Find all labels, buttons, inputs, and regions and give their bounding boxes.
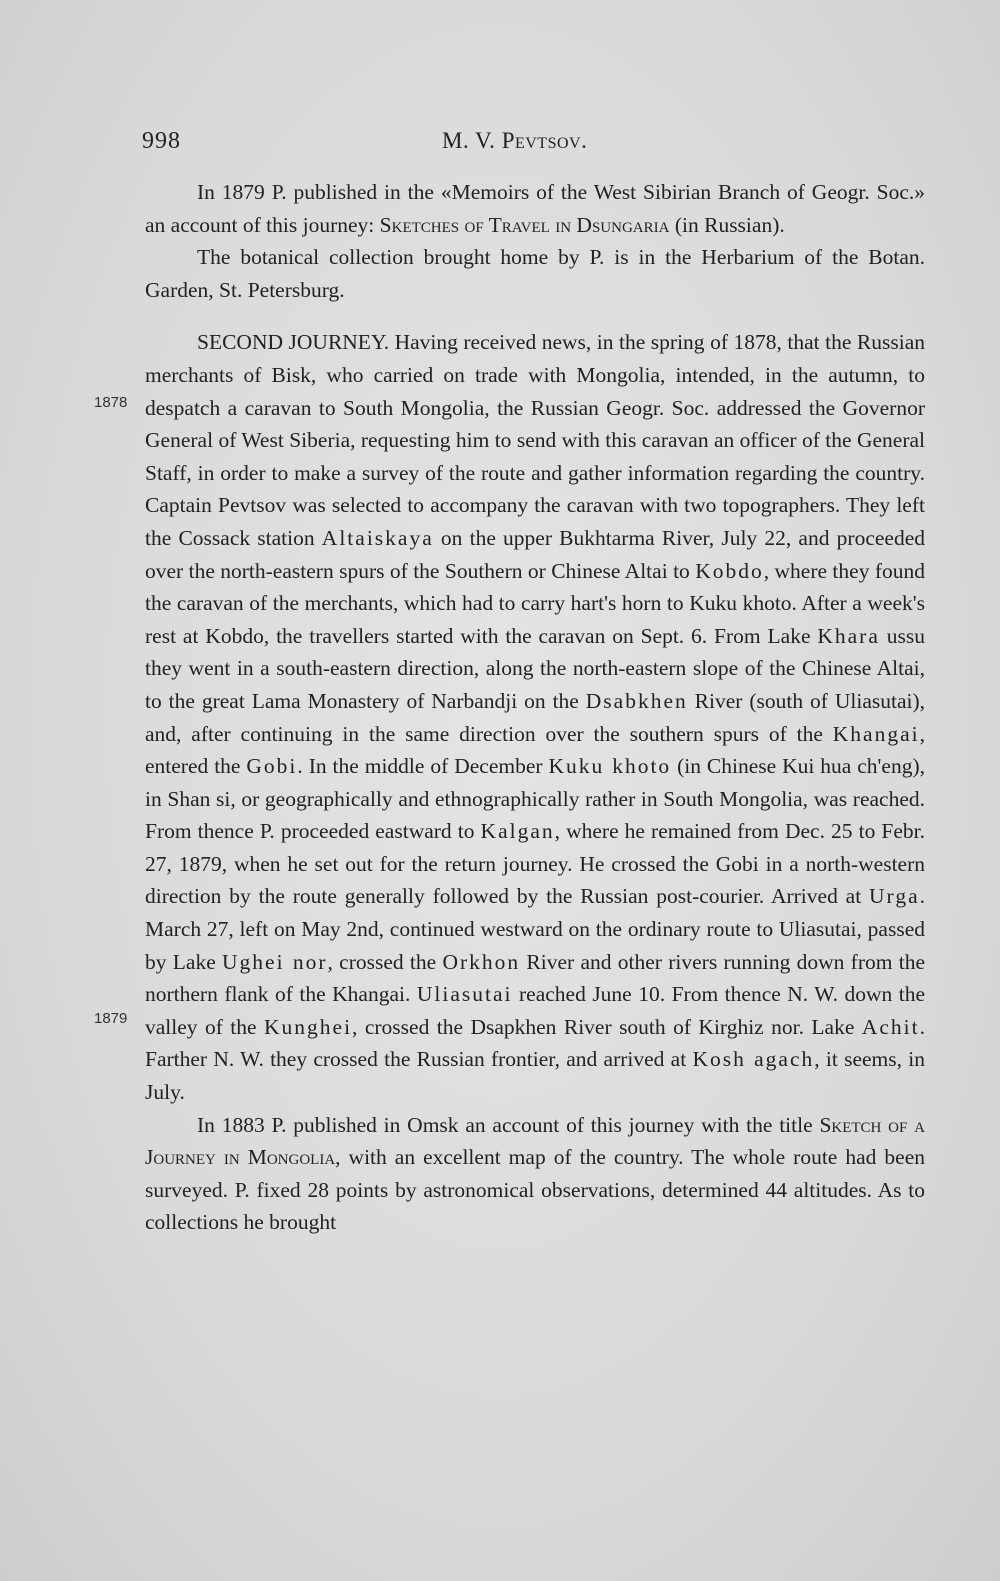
place-name: Gobi — [246, 754, 298, 779]
place-name: Kobdo — [695, 558, 764, 583]
paragraph-gap — [145, 306, 925, 326]
place-name: Kuku khoto — [548, 754, 672, 779]
place-name: Uliasutai — [416, 982, 513, 1007]
margin-year-1879: 1879 — [94, 1010, 128, 1027]
page-number: 998 — [142, 128, 181, 154]
book-title: Sketch of a Journey in Mongolia — [145, 1112, 925, 1170]
text-run: reached June 10. From thence N. W. down the valley of the — [145, 982, 925, 1039]
paragraph-botanical: The botanical collection brought home by P. is in the Herbarium of the Botan. Garden, St. Petersburg. — [145, 245, 925, 302]
text-run: In 1883 P. published in Omsk an account of this journey with the title — [197, 1112, 820, 1137]
text-run: In 1879 P. published in the «Memoirs of the West Sibirian Branch of Geogr. Soc.» an account of this journey: — [145, 180, 925, 237]
running-head — [442, 128, 587, 154]
text-run: on the upper Bukhtarma River, July 22, and proceeded over the north-eastern spurs of the Southern or Chinese Altai to — [145, 525, 925, 583]
place-name: Kosh agach — [692, 1047, 815, 1072]
text-run: , crossed the — [327, 949, 443, 974]
text-run: , entered the — [145, 721, 925, 779]
place-name: Dsabkhen — [585, 688, 688, 713]
text-run: , it seems, in July. — [145, 1047, 925, 1105]
book-title: Sketches of Travel in Dsungaria — [379, 212, 670, 237]
place-name: Kunghei — [264, 1014, 353, 1039]
text-run: (in Russian). — [669, 212, 785, 237]
text-run: Having received news, in the spring of 1878, that the Russian merchants of Bisk, who carried on trade with Mongolia, intended, in the autumn, to despatch a caravan to South Mongolia, the Russian Geogr. Soc. addressed the Governor General of West Siberia, requesting him to send with this caravan an officer of the General Staff, in order to make a survey of the route and gather information regarding the country. Captain Pevtsov was selected to accompany the caravan with two topographers. They left the Cossack station — [145, 330, 925, 550]
paragraph-second-journey — [145, 326, 925, 1108]
place-name: Orkhon — [442, 949, 521, 974]
place-name: Altaiskaya — [321, 525, 434, 550]
text-run: . March 27, left on May 2nd, continued westward on the ordinary route to Uliasutai, passed by Lake — [145, 884, 925, 974]
running-head-initials: M. V. — [442, 128, 502, 153]
place-name: Urga — [869, 884, 920, 909]
text-run: River and other rivers running down from the northern flank of the Khangai. — [145, 949, 926, 1007]
text-run: River (south of Uliasutai), and, after continuing in the same direction over the southern spurs of the — [145, 688, 926, 746]
text-run: , where he remained from Dec. 25 to Febr. 27, 1879, when he set out for the return journey. He crossed the Gobi in a north-western direction by the route generally followed by the Russian post-courier. Arrived at — [145, 819, 925, 909]
section-heading: SECOND JOURNEY. — [197, 330, 390, 355]
text-run: . Farther N. W. they crossed the Russian frontier, and arrived at — [145, 1014, 925, 1072]
paragraph-memoirs — [145, 176, 925, 241]
place-name: Kalgan — [480, 819, 555, 844]
text-run: , crossed the Dsapkhen River south of Kirghiz nor. Lake — [352, 1014, 862, 1039]
text-run: ussu they went in a south-eastern direction, along the north-eastern slope of the Chinese Altai, to the great Lama Monastery of Narbandji on the — [145, 623, 925, 713]
place-name: Khangai — [832, 721, 920, 746]
text-run: , with an excellent map of the country. The whole route had been surveyed. P. fixed 28 points by astronomical observations, determined 44 altitudes. As to collections he brought — [145, 1145, 925, 1235]
text-run: . In the middle of December — [297, 754, 549, 779]
place-name: Ughei nor — [222, 949, 328, 974]
margin-year-1878: 1878 — [94, 394, 128, 411]
text-run: , where they found the caravan of the merchants, which had to carry hart's horn to Kuku khoto. After a week's rest at Kobdo, the travellers started with the caravan on Sept. 6. From Lake — [145, 558, 926, 648]
place-name: Khara — [817, 623, 880, 648]
running-head-name: Pevtsov. — [501, 128, 588, 153]
text-run: (in Chinese Kui hua ch'eng), in Shan si, or geographically and ethnographically rather in South Mongolia, was reached. From thence P. proceeded eastward to — [145, 754, 926, 844]
body-text — [145, 176, 925, 1239]
place-name: Achit — [861, 1014, 920, 1039]
paragraph-publication-1883 — [145, 1109, 925, 1239]
page-header — [142, 128, 922, 162]
